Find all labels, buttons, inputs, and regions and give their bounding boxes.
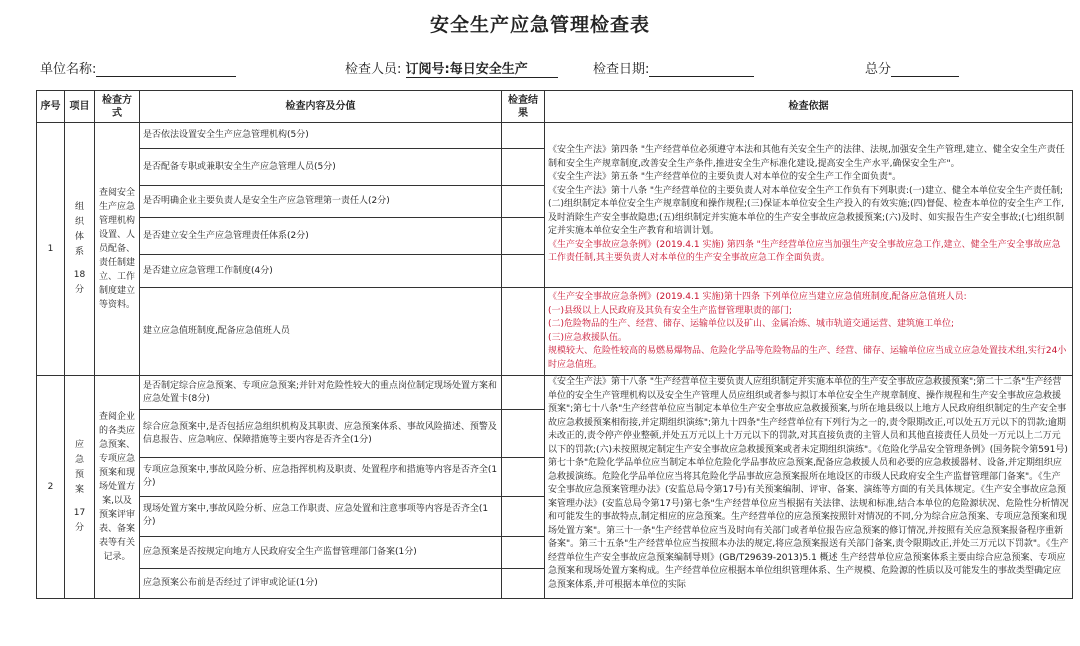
inspector-blank <box>528 63 558 78</box>
check-item: 应急预案公布前是否经过了评审或论证(1分) <box>140 568 502 598</box>
basis-line: (三)应急救援队伍。 <box>548 332 628 343</box>
inspector-field <box>345 58 558 78</box>
total-blank[interactable] <box>891 62 959 77</box>
inspector-value[interactable]: 订阅号:每日安全生产 <box>405 62 528 77</box>
date-label: 检查日期: <box>593 62 650 77</box>
result-cell[interactable] <box>502 123 545 149</box>
inspector-label: 检查人员: <box>345 62 402 77</box>
table-row <box>37 123 1073 149</box>
check-item: 是否明确企业主要负责人是安全生产应急管理第一责任人(2分) <box>140 186 502 218</box>
col-project: 项目 <box>65 91 95 123</box>
basis-line: 《安全生产法》第四条 "生产经营单位必须遵守本法和其他有关安全生产的法律、法规,加强安全生产管理,建立、健全安全生产责任制和安全生产规章制度,改善安全生产条件,推进安全生产标准化建设,提高安全生产水平,确保安全生产"。 <box>548 145 1065 169</box>
project-points: 17分 <box>73 508 86 533</box>
result-cell[interactable] <box>502 496 545 536</box>
result-cell[interactable] <box>502 288 545 376</box>
result-cell[interactable] <box>502 218 545 255</box>
col-seq: 序号 <box>37 91 65 123</box>
col-basis: 检查依据 <box>545 91 1073 123</box>
date-field <box>593 58 754 77</box>
unit-name-blank[interactable] <box>96 62 236 77</box>
result-cell[interactable] <box>502 149 545 186</box>
unit-name-label: 单位名称: <box>40 62 97 77</box>
basis-line: (一)县级以上人民政府及其负有安全生产监督管理职责的部门; <box>548 305 793 316</box>
basis-line: 《安全生产法》第十八条 "生产经营单位的主要负责人对本单位安全生产工作负有下列职责:(一)建立、健全本单位安全生产责任制;(二)组织制定本单位安全生产规章制度和操作规程;(三)保证本单位安全生产投入的有效实施;(四)督促、检查本单位的安全生产工作,及时消除生产安全事故隐患;(五)组织制定并实施本单位的生产安全事故应急救援预案;(六)及时、如实报告生产安全事故;(七)组织制定并实施本单位安全生产教育和培训计划。 <box>548 185 1065 237</box>
basis-line: 《生产安全事故应急条例》(2019.4.1 实施) 第四条 "生产经营单位应当加强生产安全事故应急工作,建立、健全生产安全事故应急工作责任制,其主要负责人对本单位的生产安全事故应急工作全面负责。 <box>548 239 1061 264</box>
date-blank[interactable] <box>649 62 754 77</box>
check-item: 是否建立应急管理工作制度(4分) <box>140 255 502 288</box>
project-points: 18分 <box>73 270 86 295</box>
check-item: 是否制定综合应急预案、专项应急预案;并针对危险性较大的重点岗位制定现场处置方案和应急处置卡(8分) <box>140 376 502 410</box>
result-cell[interactable] <box>502 458 545 496</box>
basis-cell <box>545 123 1073 288</box>
basis-line: 《生产安全事故应急条例》(2019.4.1 实施)第十四条 下列单位应当建立应急值班制度,配备应急值班人员: <box>548 292 967 302</box>
result-cell[interactable] <box>502 255 545 288</box>
page-title: 安全生产应急管理检查表 <box>429 14 650 36</box>
basis-text: 《安全生产法》第十八条 "生产经营单位主要负责人应组织制定并实施本单位的生产安全事故应急救援预案";第二十二条"生产经营单位的安全生产管理机构以及安全生产管理人员应组织或者参与拟订本单位安全生产规章制度、操作规程和生产安全事故应急救援预案";第七十八条"生产经营单位应当制定本单位生产安全事故应急救援预案,与所在地县级以上地方人民政府组织制定的生产安全事故应急救援预案相衔接,并定期组织演练";第九十四条"生产经营单位有下列行为之一的,责令限期改正,可以处五万元以下的罚款;逾期未改正的,责令停产停业整顿,并处五万元以上十万元以下的罚款,对其直接负责的主管人员和其他直接责任人员处一万元以上二万元以下的罚款;(六)未按照规定制定生产安全事故应急救援预案或者未定期组织演练"。《危险化学品安全管理条例》(国务院令第591号)第七十条"危险化学品单位应当制定本单位危险化学品事故应急预案,配备应急救援人员和必要的应急救援器材、设备,并定期组织应急救援演练。危险化学品单位应当将其危险化学品事故应急预案报所在地设区的市级人民政府安全生产监督管理部门备案"。《生产安全事故应急预案管理办法》(安监总局令第17号)有关预案编制、评审、备案、演练等方面的有关具体规定。《生产安全事故应急预案管理办法》(安监总局令第17号)第七条"生产经营单位应当根据有关法律、法规和标准,结合本单位的危险源状况、危险性分析情况和可能发生的事故特点,制定相应的应急预案。生产经营单位的应急预案按照针对情况的不同,分为综合应急预案、专项应急预案和现场处置方案"。第三十一条"生产经营单位应当及时向有关部门或者单位报告应急预案的修订情况,并按照有关应急预案报备程序重新备案"。第三十五条"生产经营单位应当按照本办法的规定,将应急预案报送有关部门备案,责令限期改正,并处三万元以下罚款"。《生产经营单位生产安全事故应急预案编制导则》(GB/T29639-2013)5.1 概述 生产经营单位应急预案体系主要由综合应急预案、专项应急预案和现场处置方案构成。生产经营单位应根据本单位组织管理体系、生产规模、危险源的性质以及可能发生的事故类型确定应急预案体系,并可根据本单位的实际 <box>548 377 1069 590</box>
basis-line: 《安全生产法》第五条 "生产经营单位的主要负责人对本单位的安全生产工作全面负责"。 <box>548 172 902 183</box>
method-cell: 查阅企业的各类应急预案、专项应急预案和现场处置方案,以及预案评审表、备案表等有关记录。 <box>95 376 140 599</box>
table-row <box>37 288 1073 376</box>
col-result: 检查结果 <box>502 91 545 123</box>
basis-line: (二)危险物品的生产、经营、储存、运输单位以及矿山、金属冶炼、城市轨道交通运营、建筑施工单位; <box>548 319 955 329</box>
unit-name-field <box>40 58 236 77</box>
check-item: 综合应急预案中,是否包括应急组织机构及其职责、应急预案体系、事故风险描述、预警及信息报告、应急响应、保障措施等主要内容是否齐全(1分) <box>140 410 502 458</box>
project-name: 组织体系 <box>74 202 84 257</box>
col-content: 检查内容及分值 <box>140 91 502 123</box>
seq-cell: 2 <box>37 376 65 599</box>
result-cell[interactable] <box>502 568 545 598</box>
method-cell: 查阅安全生产应急管理机构设置、人员配备、责任制建立、工作制度建立等资料。 <box>95 123 140 376</box>
check-item: 应急预案是否按规定向地方人民政府安全生产监督管理部门备案(1分) <box>140 536 502 568</box>
total-label: 总分 <box>865 62 892 77</box>
table-row <box>37 376 1073 410</box>
inspection-table <box>36 90 1073 599</box>
col-method: 检查方式 <box>95 91 140 123</box>
basis-line: 规模较大、危险性较高的易燃易爆物品、危险化学品等危险物品的生产、经营、储存、运输单位应当成立应急处置技术组,实行24小时应急值班。 <box>548 346 1067 370</box>
seq-cell: 1 <box>37 123 65 376</box>
check-item: 是否依法设置安全生产应急管理机构(5分) <box>140 123 502 149</box>
check-item: 专项应急预案中,事故风险分析、应急指挥机构及职责、处置程序和措施等内容是否齐全(1分) <box>140 458 502 496</box>
check-item: 现场处置方案中,事故风险分析、应急工作职责、应急处置和注意事项等内容是否齐全(1分) <box>140 496 502 536</box>
check-item: 是否配备专职或兼职安全生产应急管理人员(5分) <box>140 149 502 186</box>
result-cell[interactable] <box>502 376 545 410</box>
project-name: 应急预案 <box>74 440 84 495</box>
result-cell[interactable] <box>502 536 545 568</box>
basis-cell <box>545 376 1073 599</box>
total-field <box>865 58 959 77</box>
project-cell <box>65 376 95 599</box>
project-cell <box>65 123 95 376</box>
result-cell[interactable] <box>502 410 545 458</box>
header-row <box>37 91 1073 123</box>
result-cell[interactable] <box>502 186 545 218</box>
basis-cell <box>545 288 1073 376</box>
check-item: 建立应急值班制度,配备应急值班人员 <box>140 288 502 376</box>
check-item: 是否建立安全生产应急管理责任体系(2分) <box>140 218 502 255</box>
